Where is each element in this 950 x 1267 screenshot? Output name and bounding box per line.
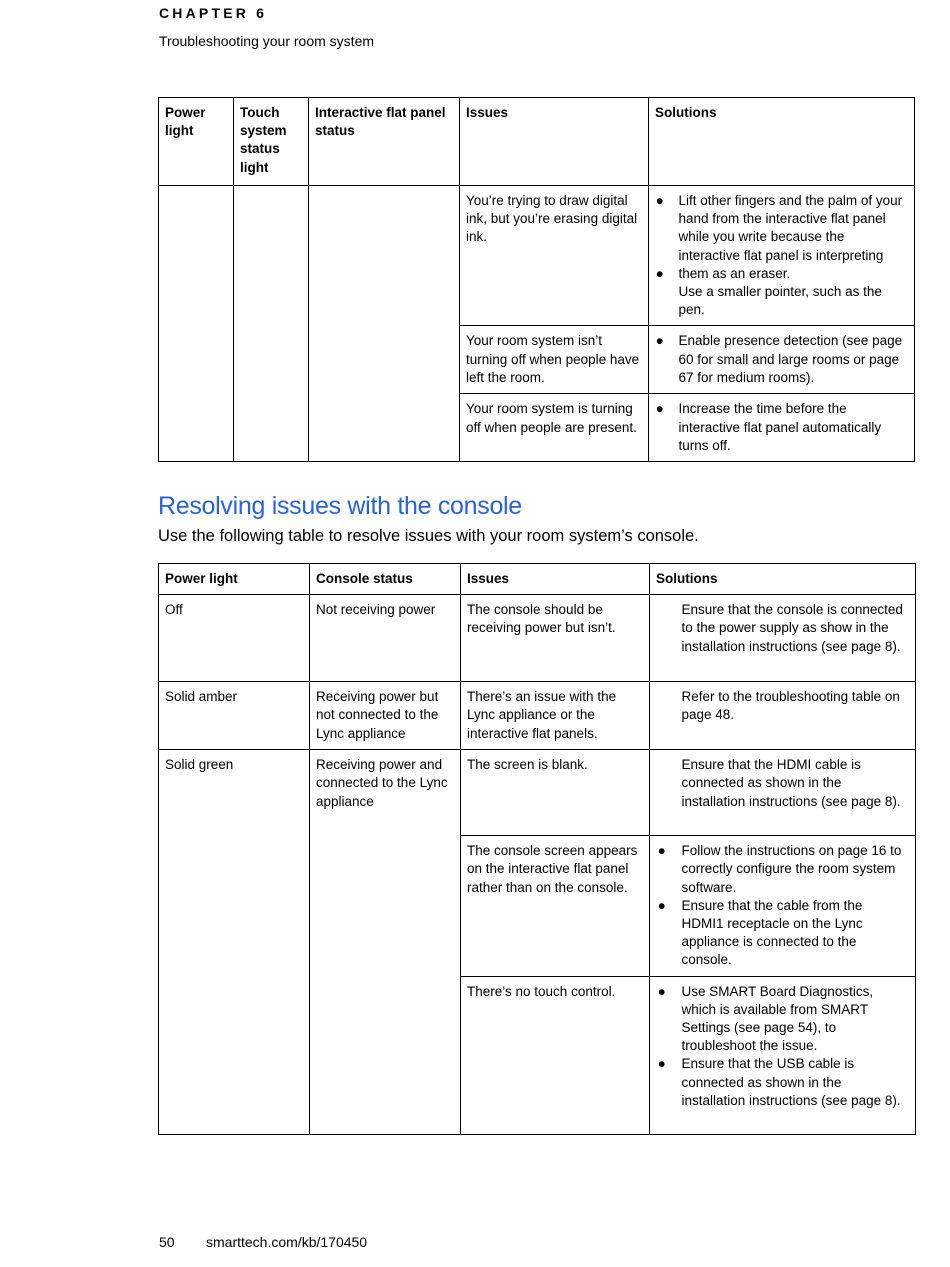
table-header-row	[159, 98, 915, 186]
column-header: Solutions	[649, 98, 915, 186]
console-status-cell: Receiving power and connected to the Lync appliance	[310, 750, 461, 1134]
solution-text: Follow the instructions on page 16 to correctly configure the room system software.	[681, 843, 902, 895]
bullet-icon: ●	[657, 897, 666, 913]
table-header-row	[159, 564, 916, 595]
column-header: Power light	[159, 564, 310, 595]
solution-cell: Ensure that the HDMI cable is connected as shown in the installation instructions (see page 8).	[674, 750, 916, 836]
bullet-column	[649, 186, 671, 326]
solution-cell	[671, 326, 915, 394]
page-number: 50	[159, 1234, 175, 1250]
bullet-column	[649, 326, 671, 394]
bullet-icon: ●	[657, 983, 666, 999]
solution-cell	[674, 836, 916, 976]
column-header: Interactive flat panel status	[309, 98, 460, 186]
panel-status-cell	[309, 186, 460, 462]
issue-cell: The screen is blank.	[461, 750, 650, 836]
column-header: Power light	[159, 98, 234, 186]
console-status-cell: Not receiving power	[310, 595, 461, 682]
bullet-icon: ●	[655, 333, 664, 349]
solution-text: Ensure that the cable from the HDMI1 receptacle on the Lync appliance is connected to the console.	[681, 897, 863, 968]
column-header: Issues	[460, 98, 649, 186]
footer-url: smarttech.com/kb/170450	[206, 1234, 368, 1250]
solution-cell: Refer to the troubleshooting table on page 48.	[674, 682, 916, 750]
issue-cell: The console screen appears on the interactive flat panel rather than on the console.	[461, 836, 650, 976]
issue-cell: You’re trying to draw digital ink, but you’re erasing digital ink.	[460, 186, 649, 326]
chapter-label: CHAPTER 6	[159, 5, 268, 21]
column-header: Touch system status light	[234, 98, 309, 186]
solution-cell	[671, 394, 915, 462]
solution-cell	[674, 976, 916, 1134]
chapter-subtitle: Troubleshooting your room system	[159, 33, 375, 49]
bullet-icon: ●	[657, 843, 666, 859]
console-troubleshooting-table	[158, 563, 916, 1135]
touch-status-cell	[234, 186, 309, 462]
solution-cell: Ensure that the console is connected to the power supply as show in the installation instructions (see page 8).	[674, 595, 916, 682]
issue-cell: There’s an issue with the Lync appliance or the interactive flat panels.	[461, 682, 650, 750]
bullet-column	[650, 682, 674, 750]
column-header: Issues	[461, 564, 650, 595]
solution-text: Increase the time before the interactive flat panel automatically turns off.	[678, 401, 882, 453]
bullet-column	[649, 394, 671, 462]
power-light-cell: Off	[159, 595, 310, 682]
bullet-column	[650, 976, 674, 1134]
power-light-cell	[159, 186, 234, 462]
table-row	[159, 186, 915, 326]
bullet-icon: ●	[655, 265, 664, 281]
issue-cell: Your room system is turning off when people are present.	[460, 394, 649, 462]
table-row	[159, 595, 916, 682]
bullet-icon: ●	[657, 1056, 666, 1072]
power-light-cell: Solid green	[159, 750, 310, 1134]
solution-text: Ensure that the USB cable is connected as shown in the installation instructions (see page 8).	[681, 1056, 901, 1108]
issue-cell: There’s no touch control.	[461, 976, 650, 1134]
bullet-column	[650, 836, 674, 976]
bullet-icon: ●	[655, 401, 664, 417]
section-title: Resolving issues with the console	[158, 492, 522, 520]
console-status-cell: Receiving power but not connected to the Lync appliance	[310, 682, 461, 750]
section-intro: Use the following table to resolve issues with your room system’s console.	[158, 527, 699, 545]
column-header: Console status	[310, 564, 461, 595]
issue-cell: Your room system isn’t turning off when people have left the room.	[460, 326, 649, 394]
solution-text: Enable presence detection (see page 60 for small and large rooms or page 67 for medium rooms).	[678, 333, 903, 385]
solution-cell	[671, 186, 915, 326]
solution-text: Lift other fingers and the palm of your hand from the interactive flat panel while you write because the interactive flat panel is interpreting them as an eraser.	[678, 193, 903, 281]
power-light-cell: Solid amber	[159, 682, 310, 750]
solution-text: Use SMART Board Diagnostics, which is available from SMART Settings (see page 54), to troubleshoot the issue.	[681, 983, 874, 1054]
table-row	[159, 750, 916, 836]
column-header: Solutions	[650, 564, 916, 595]
solution-text: Use a smaller pointer, such as the pen.	[678, 284, 882, 318]
bullet-column	[650, 750, 674, 836]
bullet-column	[650, 595, 674, 682]
issue-cell: The console should be receiving power but isn’t.	[461, 595, 650, 682]
bullet-icon: ●	[655, 193, 664, 208]
troubleshooting-table-continued	[158, 97, 915, 462]
table-row	[159, 682, 916, 750]
